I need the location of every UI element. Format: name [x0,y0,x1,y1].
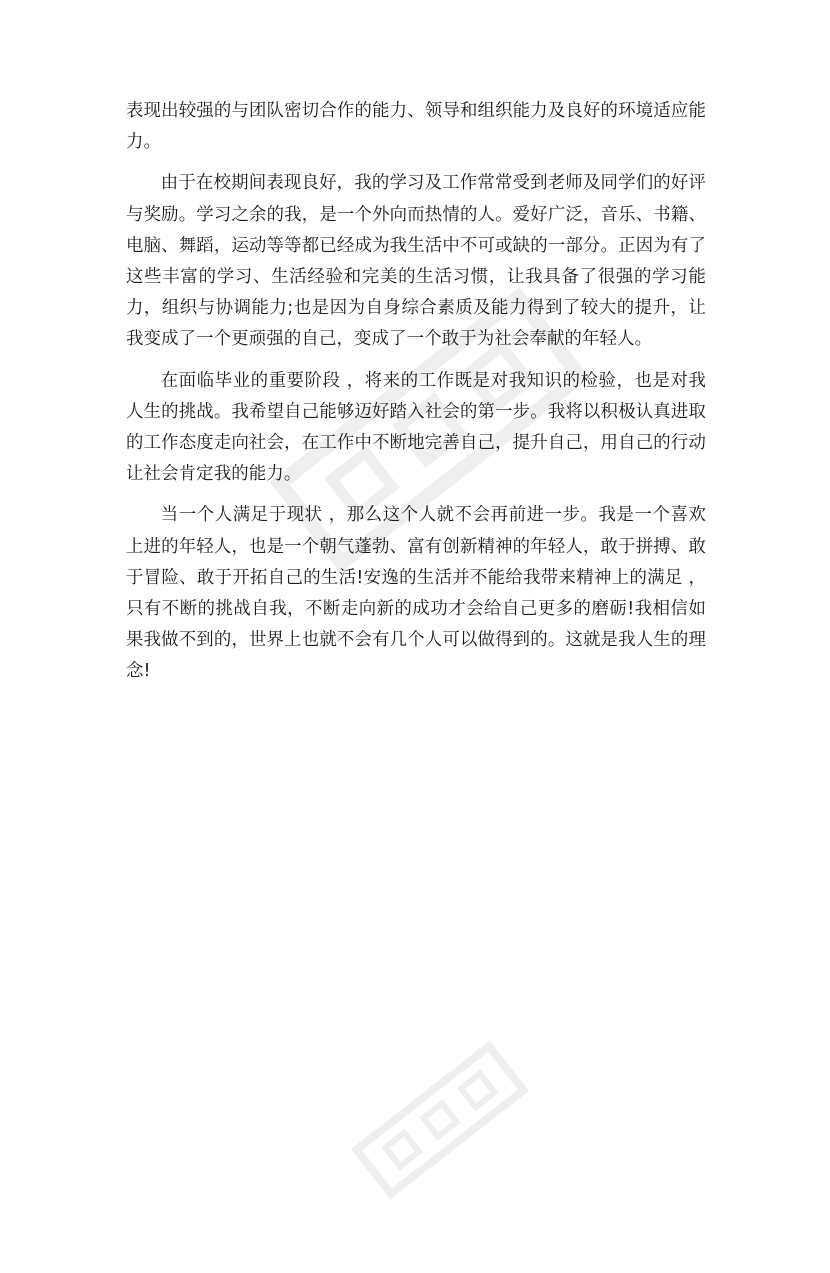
watermark-icon [284,967,596,1272]
paragraph: 表现出较强的与团队密切合作的能力、领导和组织能力及良好的环境适应能力。 [126,101,706,153]
paragraph: 当一个人满足于现状 ，那么这个人就不会再前进一步。我是一个喜欢上进的年轻人，也是一个朝气蓬勃、富有创新精神的年轻人，敢于拼搏、敢于冒险、敢于开拓自己的生活!安逸的生活并不能给我带来精神上的满足 ，只有不断的挑战自我，不断走向新的成功才会给自己更多的磨砺!我相信如果我做不到的，世界上也就不会有几个人可以做得到的。这就是我人生的理念! [126,505,706,682]
document-body [126,96,706,698]
paragraph: 由于在校期间表现良好，我的学习及工作常常受到老师及同学们的好评与奖励。学习之余的我，是一个外向而热情的人。爱好广泛，音乐、书籍、电脑、舞蹈，运动等等都已经成为我生活中不可或缺的一部分。正因为有了这些丰富的学习、生活经验和完美的生活习惯，让我具备了很强的学习能力，组织与协调能力;也是因为自身综合素质及能力得到了较大的提升，让我变成了一个更顽强的自己，变成了一个敢于为社会奉献的年轻人。 [126,173,706,350]
paragraph: 在面临毕业的重要阶段 ，将来的工作既是对我知识的检验，也是对我人生的挑战。我希望自己能够迈好踏入社会的第一步。我将以积极认真进取的工作态度走向社会，在工作中不断地完善自己，提升自己，用自己的行动让社会肯定我的能力。 [126,370,706,485]
